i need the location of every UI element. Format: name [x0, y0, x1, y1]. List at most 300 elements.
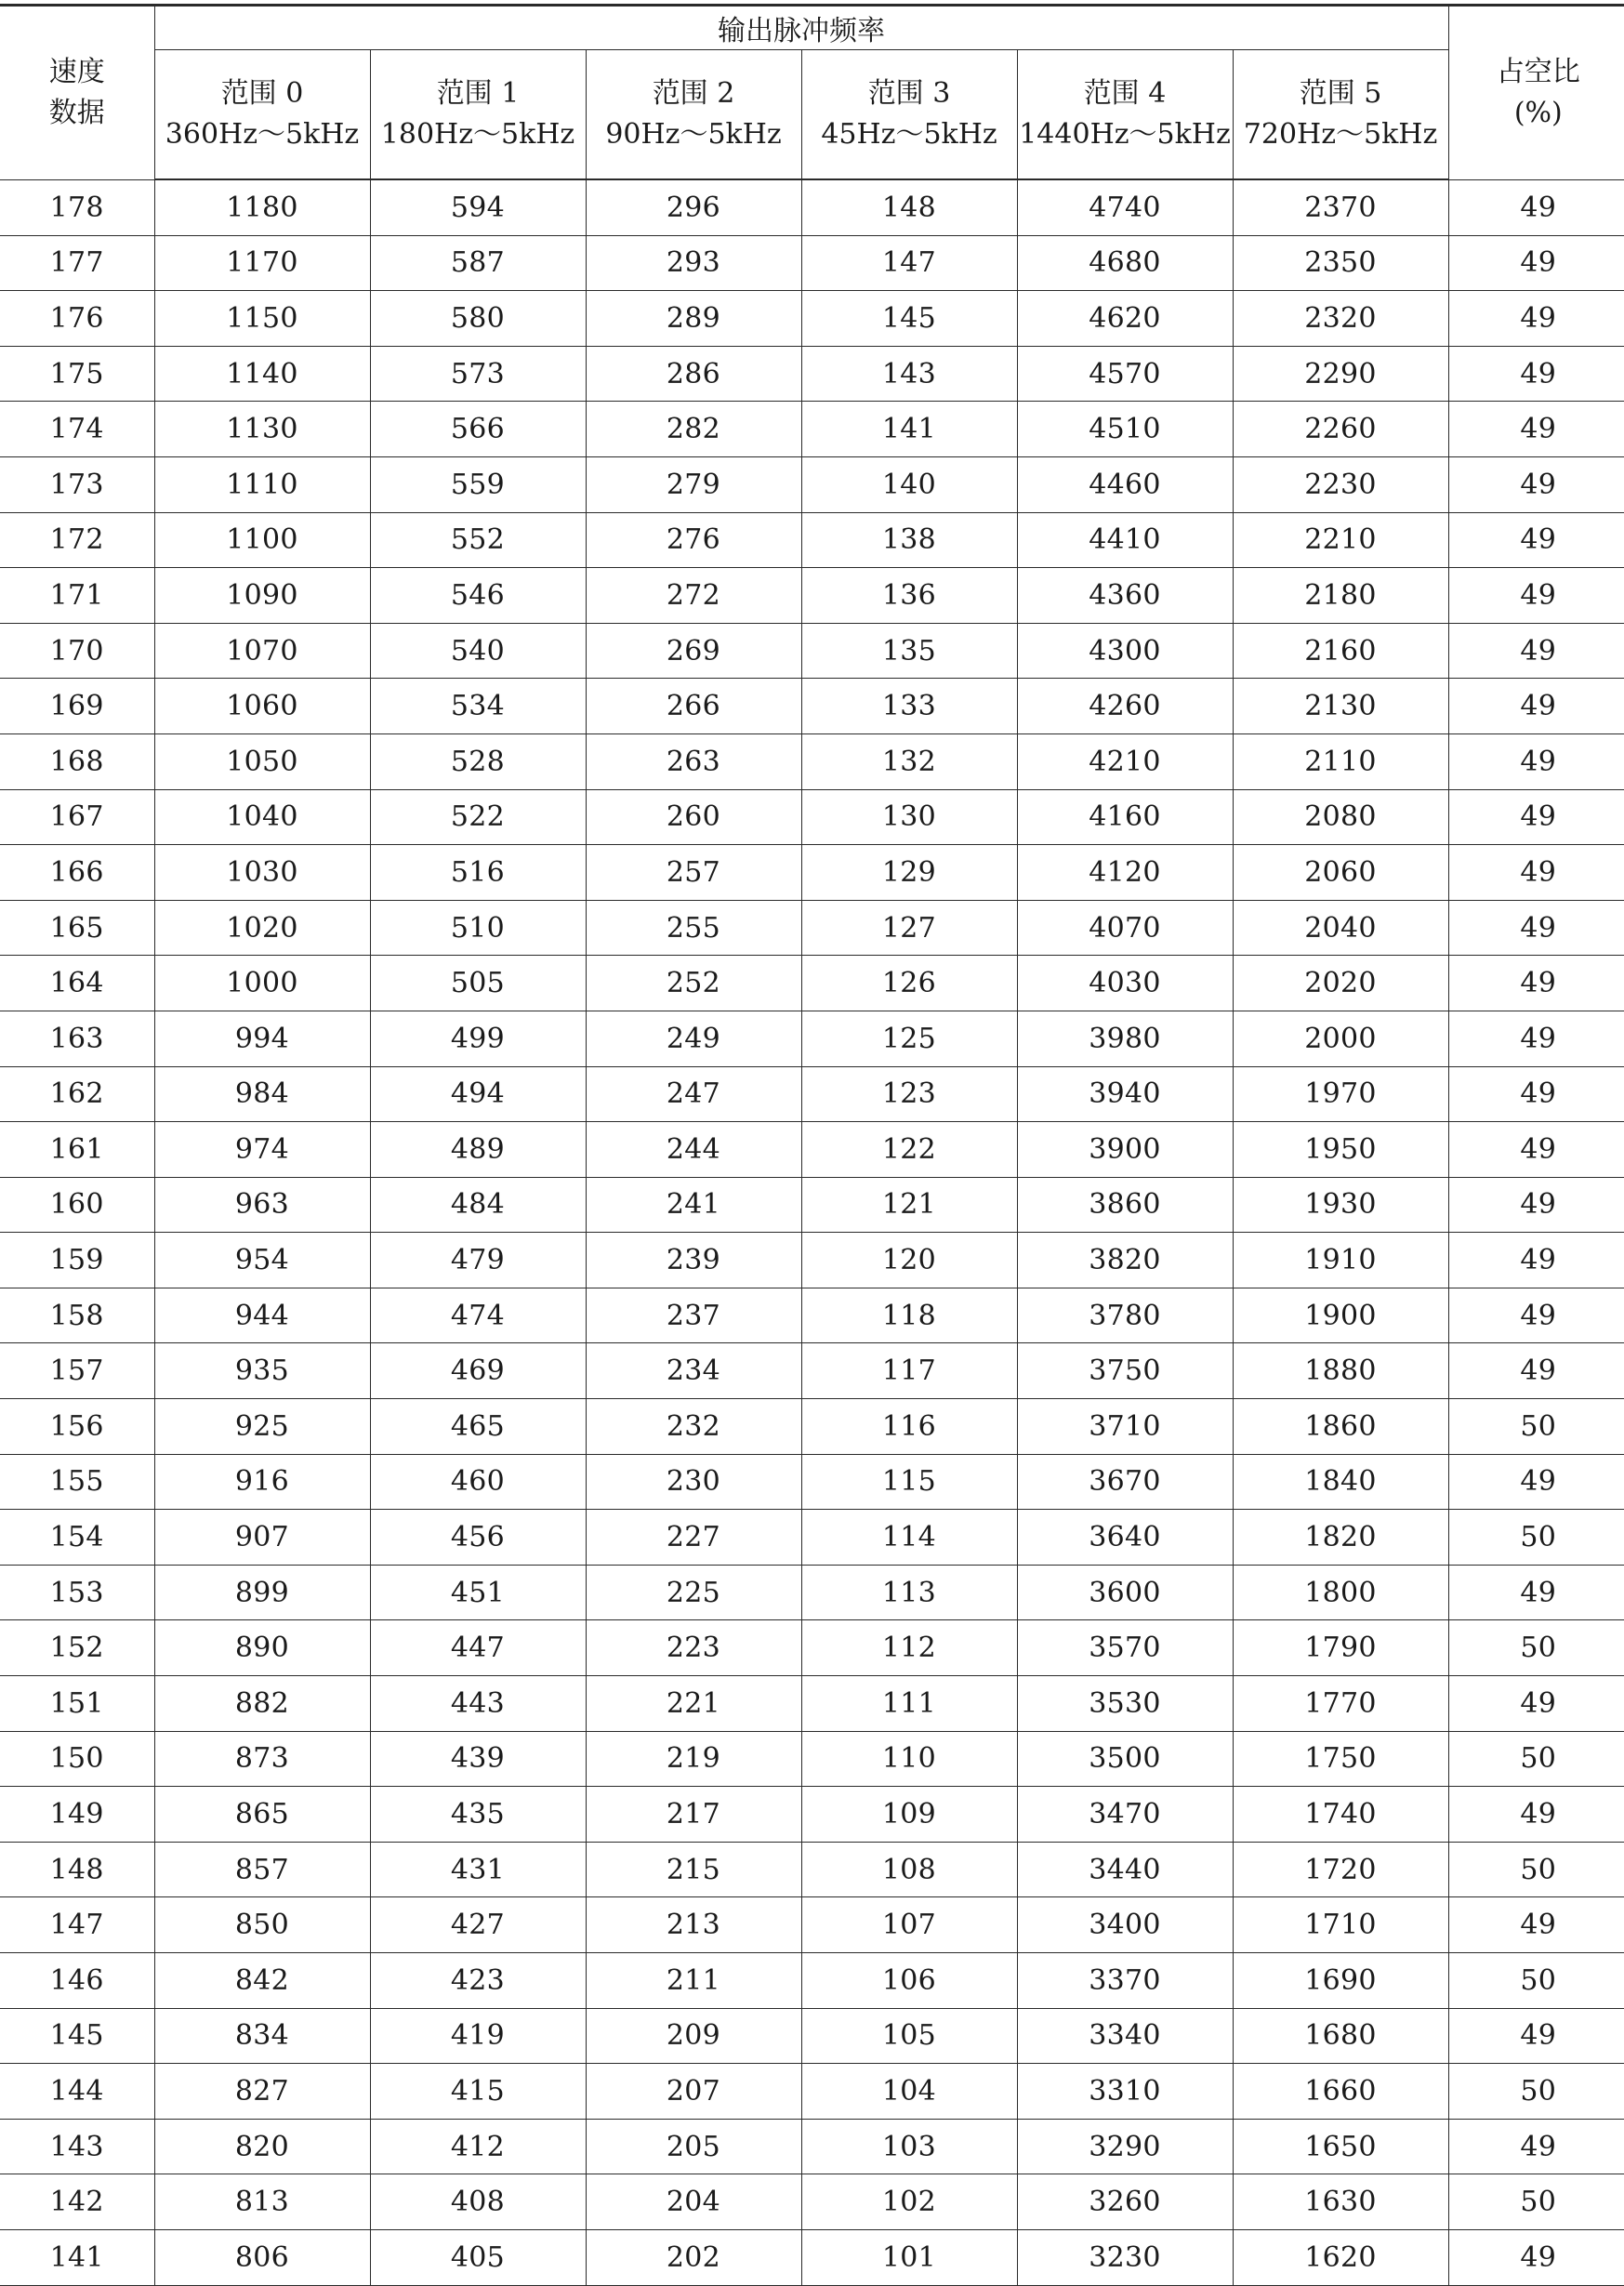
duty-cell: 50 [1448, 1399, 1624, 1455]
range0-cell: 1030 [154, 845, 370, 901]
range3-cell: 110 [801, 1731, 1017, 1787]
range3-cell: 103 [801, 2119, 1017, 2174]
range0-cell: 890 [154, 1620, 370, 1676]
speed-cell: 156 [0, 1399, 154, 1455]
speed-cell: 155 [0, 1454, 154, 1510]
range1-cell: 460 [370, 1454, 586, 1510]
range3-cell: 118 [801, 1288, 1017, 1343]
range0-cell: 857 [154, 1842, 370, 1897]
range3-cell: 138 [801, 512, 1017, 568]
duty-cell: 49 [1448, 1676, 1624, 1732]
range5-cell: 2260 [1233, 402, 1448, 457]
table-row [0, 1177, 1624, 1233]
table-row [0, 456, 1624, 512]
range5-cell: 2230 [1233, 456, 1448, 512]
range4-cell: 3570 [1017, 1620, 1233, 1676]
range1-cell: 528 [370, 733, 586, 789]
duty-cell: 49 [1448, 456, 1624, 512]
range4-cell: 3230 [1017, 2229, 1233, 2285]
range3-cell: 113 [801, 1565, 1017, 1620]
range4-cell: 4740 [1017, 179, 1233, 235]
range0-cell: 954 [154, 1233, 370, 1288]
range3-cell: 148 [801, 179, 1017, 235]
range4-cell: 3290 [1017, 2119, 1233, 2174]
range3-cell: 116 [801, 1399, 1017, 1455]
range1-cell: 534 [370, 679, 586, 734]
duty-cell: 49 [1448, 1122, 1624, 1178]
duty-cell: 50 [1448, 2174, 1624, 2230]
speed-cell: 145 [0, 2008, 154, 2064]
range3-cell: 122 [801, 1122, 1017, 1178]
range2-cell: 269 [586, 623, 801, 679]
duty-cell: 49 [1448, 956, 1624, 1011]
range4-cell: 4260 [1017, 679, 1233, 734]
range1-cell: 405 [370, 2229, 586, 2285]
speed-cell: 151 [0, 1676, 154, 1732]
speed-cell: 165 [0, 900, 154, 956]
table-row [0, 1288, 1624, 1343]
speed-cell: 163 [0, 1011, 154, 1066]
range-name: 范围 5 [1299, 77, 1382, 110]
speed-cell: 171 [0, 568, 154, 624]
speed-cell: 150 [0, 1731, 154, 1787]
range2-cell: 263 [586, 733, 801, 789]
range4-cell: 3370 [1017, 1953, 1233, 2009]
table-row [0, 1565, 1624, 1620]
range-name: 范围 2 [652, 77, 735, 110]
speed-header-line1: 速度 [48, 55, 105, 88]
range0-cell: 899 [154, 1565, 370, 1620]
range3-cell: 123 [801, 1066, 1017, 1122]
range0-cell: 984 [154, 1066, 370, 1122]
range2-cell: 213 [586, 1897, 801, 1953]
range3-cell: 130 [801, 789, 1017, 845]
range4-cell: 4030 [1017, 956, 1233, 1011]
range0-cell: 1180 [154, 179, 370, 235]
table-row [0, 1454, 1624, 1510]
range2-cell: 223 [586, 1620, 801, 1676]
duty-cell: 49 [1448, 2119, 1624, 2174]
range0-cell: 1050 [154, 733, 370, 789]
speed-cell: 176 [0, 291, 154, 347]
table-row [0, 1066, 1624, 1122]
range2-cell: 219 [586, 1731, 801, 1787]
range3-cell: 109 [801, 1787, 1017, 1843]
range5-cell: 1750 [1233, 1731, 1448, 1787]
range0-cell: 1090 [154, 568, 370, 624]
range0-cell: 873 [154, 1731, 370, 1787]
speed-cell: 142 [0, 2174, 154, 2230]
range0-cell: 994 [154, 1011, 370, 1066]
range0-cell: 1000 [154, 956, 370, 1011]
range3-cell: 106 [801, 1953, 1017, 2009]
range5-cell: 1840 [1233, 1454, 1448, 1510]
range1-cell: 474 [370, 1288, 586, 1343]
range1-cell: 516 [370, 845, 586, 901]
range1-cell: 566 [370, 402, 586, 457]
duty-cell: 49 [1448, 1343, 1624, 1399]
duty-cell: 49 [1448, 900, 1624, 956]
range0-cell: 1070 [154, 623, 370, 679]
range5-cell: 2180 [1233, 568, 1448, 624]
speed-cell: 148 [0, 1842, 154, 1897]
duty-cell: 49 [1448, 568, 1624, 624]
range1-cell: 546 [370, 568, 586, 624]
duty-cell: 49 [1448, 291, 1624, 347]
range5-cell: 2020 [1233, 956, 1448, 1011]
table-row [0, 679, 1624, 734]
range0-cell: 974 [154, 1122, 370, 1178]
range1-cell: 559 [370, 456, 586, 512]
range2-cell: 241 [586, 1177, 801, 1233]
range4-cell: 3400 [1017, 1897, 1233, 1953]
range5-cell: 2290 [1233, 346, 1448, 402]
range3-cell: 135 [801, 623, 1017, 679]
range4-cell: 3750 [1017, 1343, 1233, 1399]
range2-cell: 225 [586, 1565, 801, 1620]
range2-cell: 237 [586, 1288, 801, 1343]
range1-cell: 408 [370, 2174, 586, 2230]
duty-cell: 49 [1448, 733, 1624, 789]
range0-cell: 907 [154, 1510, 370, 1566]
range-span: 1440Hz～5kHz [1019, 118, 1231, 151]
range4-cell: 4680 [1017, 235, 1233, 291]
range1-cell: 423 [370, 1953, 586, 2009]
range-header-2 [586, 50, 801, 180]
duty-cell: 49 [1448, 1787, 1624, 1843]
duty-cell: 50 [1448, 1731, 1624, 1787]
duty-cell: 49 [1448, 789, 1624, 845]
range4-cell: 4210 [1017, 733, 1233, 789]
speed-cell: 167 [0, 789, 154, 845]
range3-cell: 133 [801, 679, 1017, 734]
range2-cell: 232 [586, 1399, 801, 1455]
table-row [0, 512, 1624, 568]
range1-cell: 573 [370, 346, 586, 402]
table-row [0, 568, 1624, 624]
table-row [0, 1343, 1624, 1399]
range1-cell: 439 [370, 1731, 586, 1787]
table-row [0, 2229, 1624, 2285]
range0-cell: 1170 [154, 235, 370, 291]
range5-cell: 1800 [1233, 1565, 1448, 1620]
range3-cell: 140 [801, 456, 1017, 512]
range2-cell: 207 [586, 2064, 801, 2120]
range0-cell: 842 [154, 1953, 370, 2009]
range3-cell: 108 [801, 1842, 1017, 1897]
range5-cell: 1650 [1233, 2119, 1448, 2174]
range5-cell: 2060 [1233, 845, 1448, 901]
range5-cell: 2160 [1233, 623, 1448, 679]
table-row [0, 235, 1624, 291]
range5-cell: 2370 [1233, 179, 1448, 235]
range3-cell: 141 [801, 402, 1017, 457]
range5-cell: 1860 [1233, 1399, 1448, 1455]
range-name: 范围 1 [436, 77, 520, 110]
range5-cell: 2320 [1233, 291, 1448, 347]
table-row [0, 2174, 1624, 2230]
duty-cell: 49 [1448, 845, 1624, 901]
range2-cell: 255 [586, 900, 801, 956]
speed-cell: 146 [0, 1953, 154, 2009]
range4-cell: 4300 [1017, 623, 1233, 679]
range3-cell: 107 [801, 1897, 1017, 1953]
range0-cell: 865 [154, 1787, 370, 1843]
range0-cell: 834 [154, 2008, 370, 2064]
range1-cell: 479 [370, 1233, 586, 1288]
range3-cell: 121 [801, 1177, 1017, 1233]
table-row [0, 956, 1624, 1011]
speed-cell: 162 [0, 1066, 154, 1122]
range1-cell: 435 [370, 1787, 586, 1843]
range4-cell: 4160 [1017, 789, 1233, 845]
range0-cell: 813 [154, 2174, 370, 2230]
range0-cell: 1140 [154, 346, 370, 402]
range1-cell: 489 [370, 1122, 586, 1178]
range0-cell: 944 [154, 1288, 370, 1343]
range3-cell: 143 [801, 346, 1017, 402]
range5-cell: 1720 [1233, 1842, 1448, 1897]
table-row [0, 1897, 1624, 1953]
range0-cell: 1110 [154, 456, 370, 512]
duty-cell: 50 [1448, 2064, 1624, 2120]
range0-cell: 1040 [154, 789, 370, 845]
range1-cell: 552 [370, 512, 586, 568]
range2-cell: 260 [586, 789, 801, 845]
speed-cell: 177 [0, 235, 154, 291]
range1-cell: 510 [370, 900, 586, 956]
speed-data-header [0, 6, 154, 180]
range3-cell: 102 [801, 2174, 1017, 2230]
range1-cell: 484 [370, 1177, 586, 1233]
range2-cell: 276 [586, 512, 801, 568]
range3-cell: 111 [801, 1676, 1017, 1732]
table-row [0, 789, 1624, 845]
range0-cell: 820 [154, 2119, 370, 2174]
range0-cell: 916 [154, 1454, 370, 1510]
range5-cell: 1950 [1233, 1122, 1448, 1178]
duty-cell: 50 [1448, 1510, 1624, 1566]
range1-cell: 594 [370, 179, 586, 235]
range2-cell: 249 [586, 1011, 801, 1066]
duty-cell: 49 [1448, 679, 1624, 734]
range4-cell: 3340 [1017, 2008, 1233, 2064]
range4-cell: 3440 [1017, 1842, 1233, 1897]
range0-cell: 925 [154, 1399, 370, 1455]
range3-cell: 117 [801, 1343, 1017, 1399]
range4-cell: 4410 [1017, 512, 1233, 568]
range-span: 45Hz～5kHz [821, 118, 997, 151]
range4-cell: 3600 [1017, 1565, 1233, 1620]
table-row [0, 1233, 1624, 1288]
range4-cell: 3940 [1017, 1066, 1233, 1122]
range3-cell: 105 [801, 2008, 1017, 2064]
range2-cell: 202 [586, 2229, 801, 2285]
range3-cell: 112 [801, 1620, 1017, 1676]
range2-cell: 289 [586, 291, 801, 347]
speed-cell: 174 [0, 402, 154, 457]
speed-cell: 169 [0, 679, 154, 734]
speed-cell: 149 [0, 1787, 154, 1843]
range3-cell: 114 [801, 1510, 1017, 1566]
speed-header-line2: 数据 [48, 96, 105, 129]
range1-cell: 451 [370, 1565, 586, 1620]
range1-cell: 427 [370, 1897, 586, 1953]
table-row [0, 1787, 1624, 1843]
output-frequency-group-header: 输出脉冲频率 [154, 6, 1448, 50]
table-row [0, 1510, 1624, 1566]
range1-cell: 505 [370, 956, 586, 1011]
range1-cell: 580 [370, 291, 586, 347]
pulse-frequency-table [0, 4, 1624, 2286]
duty-cell: 49 [1448, 1897, 1624, 1953]
range4-cell: 3640 [1017, 1510, 1233, 1566]
duty-cell: 49 [1448, 1177, 1624, 1233]
range5-cell: 1690 [1233, 1953, 1448, 2009]
range5-cell: 1900 [1233, 1288, 1448, 1343]
range-name: 范围 0 [220, 77, 304, 110]
range2-cell: 247 [586, 1066, 801, 1122]
speed-cell: 159 [0, 1233, 154, 1288]
range3-cell: 115 [801, 1454, 1017, 1510]
range5-cell: 1660 [1233, 2064, 1448, 2120]
range5-cell: 1970 [1233, 1066, 1448, 1122]
range2-cell: 239 [586, 1233, 801, 1288]
range2-cell: 209 [586, 2008, 801, 2064]
range-header-row [0, 50, 1624, 180]
range0-cell: 935 [154, 1343, 370, 1399]
range4-cell: 4510 [1017, 402, 1233, 457]
speed-cell: 168 [0, 733, 154, 789]
range4-cell: 3980 [1017, 1011, 1233, 1066]
range3-cell: 120 [801, 1233, 1017, 1288]
range2-cell: 230 [586, 1454, 801, 1510]
range3-cell: 136 [801, 568, 1017, 624]
range-header-5 [1233, 50, 1448, 180]
range3-cell: 101 [801, 2229, 1017, 2285]
range2-cell: 282 [586, 402, 801, 457]
duty-cell: 49 [1448, 1233, 1624, 1288]
table-header [0, 6, 1624, 180]
range0-cell: 1130 [154, 402, 370, 457]
range1-cell: 443 [370, 1676, 586, 1732]
range1-cell: 469 [370, 1343, 586, 1399]
table-row [0, 2008, 1624, 2064]
range4-cell: 3900 [1017, 1122, 1233, 1178]
range1-cell: 456 [370, 1510, 586, 1566]
range5-cell: 1710 [1233, 1897, 1448, 1953]
range-header-4 [1017, 50, 1233, 180]
range0-cell: 806 [154, 2229, 370, 2285]
duty-cell: 49 [1448, 1066, 1624, 1122]
range2-cell: 217 [586, 1787, 801, 1843]
range-span: 90Hz～5kHz [605, 118, 782, 151]
range4-cell: 4120 [1017, 845, 1233, 901]
range4-cell: 3260 [1017, 2174, 1233, 2230]
duty-cell: 50 [1448, 1842, 1624, 1897]
range3-cell: 126 [801, 956, 1017, 1011]
range2-cell: 286 [586, 346, 801, 402]
table-row [0, 402, 1624, 457]
range3-cell: 147 [801, 235, 1017, 291]
range2-cell: 252 [586, 956, 801, 1011]
duty-cell: 49 [1448, 179, 1624, 235]
range4-cell: 3310 [1017, 2064, 1233, 2120]
range4-cell: 4360 [1017, 568, 1233, 624]
range5-cell: 1770 [1233, 1676, 1448, 1732]
range3-cell: 145 [801, 291, 1017, 347]
range2-cell: 221 [586, 1676, 801, 1732]
speed-cell: 173 [0, 456, 154, 512]
range3-cell: 127 [801, 900, 1017, 956]
range5-cell: 1790 [1233, 1620, 1448, 1676]
duty-cycle-header [1448, 6, 1624, 180]
range4-cell: 3820 [1017, 1233, 1233, 1288]
range2-cell: 205 [586, 2119, 801, 2174]
range0-cell: 1100 [154, 512, 370, 568]
speed-cell: 152 [0, 1620, 154, 1676]
range1-cell: 431 [370, 1842, 586, 1897]
table-row [0, 1620, 1624, 1676]
range4-cell: 4570 [1017, 346, 1233, 402]
range4-cell: 3500 [1017, 1731, 1233, 1787]
table-row [0, 1399, 1624, 1455]
table-body [0, 179, 1624, 2285]
speed-cell: 147 [0, 1897, 154, 1953]
range2-cell: 215 [586, 1842, 801, 1897]
range1-cell: 587 [370, 235, 586, 291]
range0-cell: 1150 [154, 291, 370, 347]
range5-cell: 1630 [1233, 2174, 1448, 2230]
table-row [0, 2119, 1624, 2174]
speed-cell: 143 [0, 2119, 154, 2174]
range0-cell: 882 [154, 1676, 370, 1732]
speed-cell: 160 [0, 1177, 154, 1233]
range5-cell: 1930 [1233, 1177, 1448, 1233]
range2-cell: 211 [586, 1953, 801, 2009]
range4-cell: 4460 [1017, 456, 1233, 512]
speed-cell: 153 [0, 1565, 154, 1620]
range4-cell: 3470 [1017, 1787, 1233, 1843]
range1-cell: 415 [370, 2064, 586, 2120]
speed-cell: 158 [0, 1288, 154, 1343]
duty-cell: 49 [1448, 346, 1624, 402]
range1-cell: 447 [370, 1620, 586, 1676]
range1-cell: 499 [370, 1011, 586, 1066]
table-row [0, 1011, 1624, 1066]
range5-cell: 2210 [1233, 512, 1448, 568]
range0-cell: 827 [154, 2064, 370, 2120]
table-row [0, 2064, 1624, 2120]
table-row [0, 1122, 1624, 1178]
range4-cell: 4620 [1017, 291, 1233, 347]
range2-cell: 272 [586, 568, 801, 624]
range1-cell: 494 [370, 1066, 586, 1122]
range5-cell: 1820 [1233, 1510, 1448, 1566]
range4-cell: 3530 [1017, 1676, 1233, 1732]
range5-cell: 2080 [1233, 789, 1448, 845]
range2-cell: 257 [586, 845, 801, 901]
table-row [0, 1953, 1624, 2009]
duty-cell: 49 [1448, 623, 1624, 679]
table-row [0, 733, 1624, 789]
speed-cell: 144 [0, 2064, 154, 2120]
table-row [0, 179, 1624, 235]
range0-cell: 963 [154, 1177, 370, 1233]
range5-cell: 2110 [1233, 733, 1448, 789]
range5-cell: 1620 [1233, 2229, 1448, 2285]
duty-cell: 49 [1448, 2229, 1624, 2285]
